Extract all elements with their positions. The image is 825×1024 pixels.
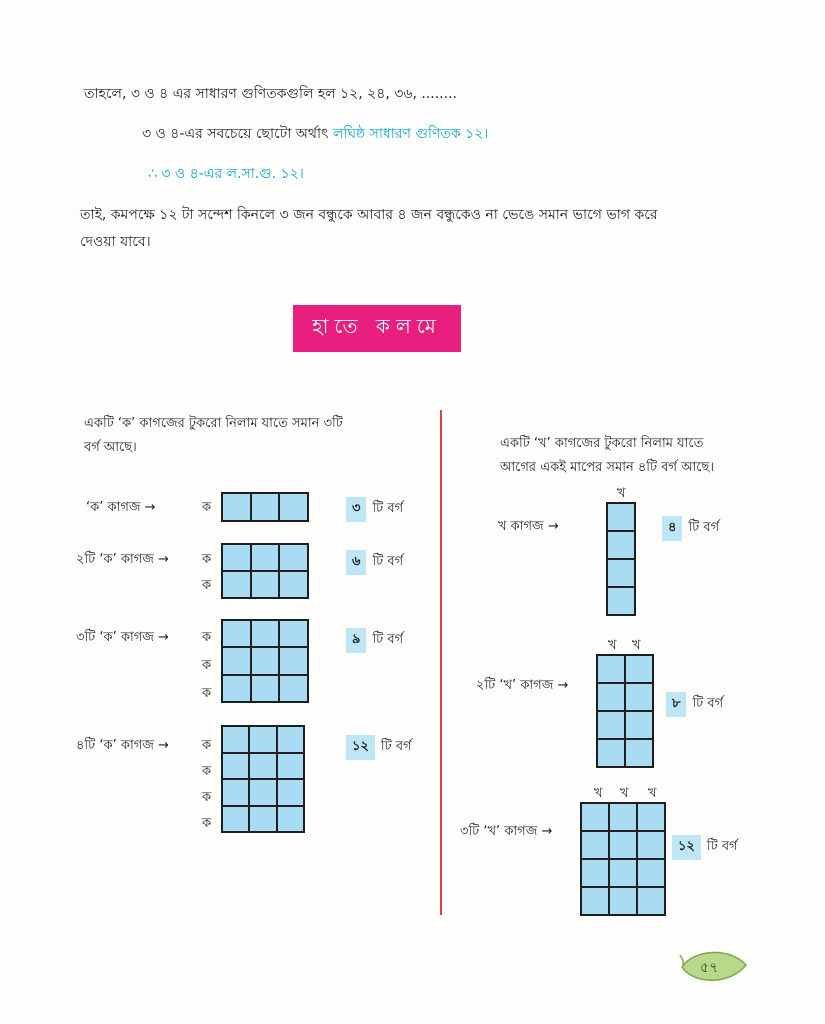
- left-grid-4: [221, 725, 305, 833]
- left-row-2-label: ২টি ‘ক’ কাগজ →: [76, 552, 169, 567]
- right-intro-1: একটি ‘খ’ কাগজের টুকরো নিলাম যাতে: [500, 436, 704, 451]
- left-row-3-count: [346, 628, 403, 653]
- right-intro-2: আগের একই মাপের সমান ৪টি বর্গ আছে।: [500, 460, 715, 475]
- right-row-3-top-letter-2: খ: [620, 786, 629, 801]
- right-row-3-top-letter-1: খ: [594, 786, 603, 801]
- left-row-4-number: ১২: [346, 735, 375, 760]
- left-row-3-number: ৯: [346, 628, 366, 653]
- left-row-1-count: [346, 497, 403, 522]
- left-row-4-unit: টি বর্গ: [380, 739, 412, 754]
- left-row-1-unit: টি বর্গ: [372, 501, 404, 516]
- left-row-2-number: ৬: [346, 550, 366, 575]
- left-row-3-letter-3: ক: [202, 686, 212, 701]
- left-intro-2: বর্গ আছে।: [84, 440, 137, 455]
- text-line-4: তাই, কমপক্ষে ১২ টা সন্দেশ কিনলে ৩ জন বন্ধুকে আবার ৪ জন বন্ধুকেও না ভেঙে সমান ভাগে ভাগ করে: [80, 207, 658, 223]
- right-grid-2: [596, 654, 654, 768]
- right-row-2-label: ২টি ‘খ’ কাগজ →: [476, 678, 569, 693]
- lcm-definition: লঘিষ্ঠ সাধারণ গুণিতক ১২।: [332, 126, 489, 142]
- right-row-3-number: ১২: [672, 835, 701, 860]
- activity-banner: হাতে কলমে: [293, 305, 461, 352]
- lcm-result: ∴ ৩ ও ৪-এর ল.সা.গু. ১২।: [148, 166, 304, 182]
- page-number: ৫৭: [700, 960, 719, 976]
- text-line-2-start: ৩ ও ৪-এর সবচেয়ে ছোটো অর্থাৎ: [142, 126, 333, 142]
- left-row-3-unit: টি বর্গ: [372, 632, 404, 647]
- left-row-3-letter-1: ক: [202, 630, 212, 645]
- right-row-2-top-letter-1: খ: [608, 638, 617, 653]
- text-line-1: তাহলে, ৩ ও ৪ এর সাধারণ গুণিতকগুলি হল ১২, ২৪, ৩৬, ........: [84, 86, 457, 102]
- right-grid-1: [606, 502, 636, 616]
- left-grid-2: [221, 543, 309, 599]
- right-row-2-count: [666, 692, 723, 717]
- left-row-4-letter-4: ক: [202, 816, 212, 831]
- right-row-2-number: ৮: [666, 692, 686, 717]
- left-row-4-letter-1: ক: [202, 738, 212, 753]
- right-row-1-label: খ কাগজ →: [498, 519, 559, 534]
- right-row-1-number: ৪: [662, 516, 682, 541]
- text-line-2: [142, 122, 488, 146]
- right-row-2-top-letter-2: খ: [632, 638, 641, 653]
- text-line-5: দেওয়া যাবে।: [80, 234, 151, 250]
- right-row-3-label: ৩টি ‘খ’ কাগজ →: [460, 824, 553, 839]
- right-row-1-unit: টি বর্গ: [688, 520, 720, 535]
- left-row-3-letter-2: ক: [202, 658, 212, 673]
- left-row-4-count: [346, 735, 412, 760]
- right-row-1-top-letter: খ: [617, 486, 626, 501]
- left-row-4-letter-3: ক: [202, 790, 212, 805]
- left-row-2-letter-2: ক: [202, 578, 212, 593]
- left-row-2-count: [346, 550, 403, 575]
- right-row-2-unit: টি বর্গ: [692, 696, 724, 711]
- left-intro-1: একটি ‘ক’ কাগজের টুকরো নিলাম যাতে সমান ৩টি: [84, 416, 343, 431]
- right-row-3-unit: টি বর্গ: [706, 839, 738, 854]
- page-number-leaf: [678, 945, 748, 987]
- left-row-1-letter: ক: [202, 500, 212, 515]
- left-row-3-label: ৩টি ‘ক’ কাগজ →: [76, 630, 169, 645]
- right-row-1-count: [662, 516, 719, 541]
- right-row-3-top-letter-3: খ: [648, 786, 657, 801]
- right-row-3-count: [672, 835, 738, 860]
- left-row-1-label: ‘ক’ কাগজ →: [86, 500, 156, 515]
- left-row-2-letter-1: ক: [202, 552, 212, 567]
- column-divider: [440, 410, 442, 915]
- right-grid-3: [580, 802, 666, 916]
- left-grid-3: [221, 619, 309, 703]
- left-row-4-label: ৪টি ‘ক’ কাগজ →: [76, 738, 169, 753]
- left-row-4-letter-2: ক: [202, 764, 212, 779]
- left-row-2-unit: টি বর্গ: [372, 554, 404, 569]
- left-grid-1: [221, 492, 309, 522]
- left-row-1-number: ৩: [346, 497, 366, 522]
